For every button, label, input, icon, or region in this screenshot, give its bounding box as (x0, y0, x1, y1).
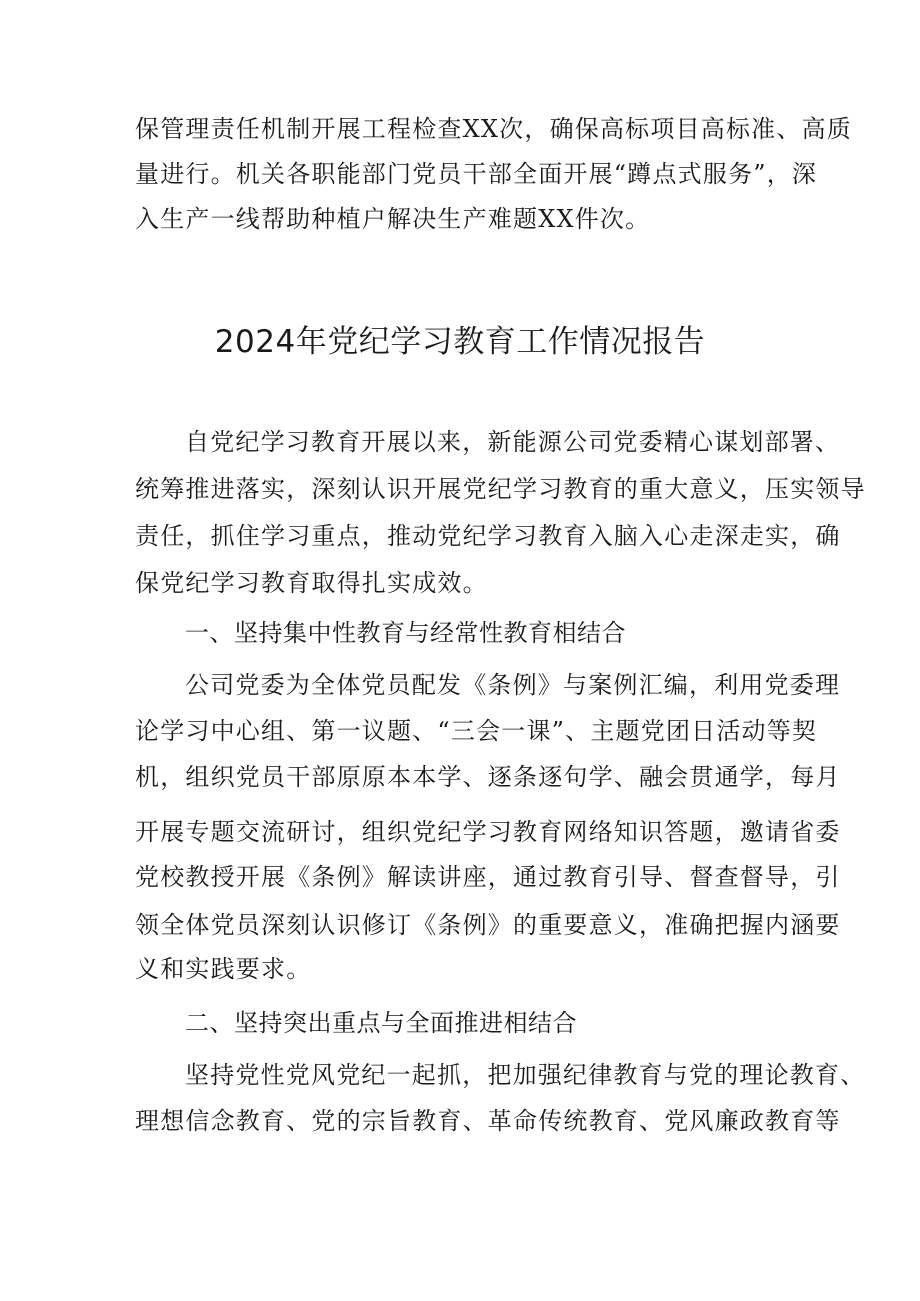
body-line: 理想信念教育、党的宗旨教育、革命传统教育、党风廉政教育等 (135, 1107, 841, 1135)
body-line: 入生产一线帮助种植户解决生产难题XX件次。 (135, 205, 651, 233)
body-line: 开展专题交流研讨，组织党纪学习教育网络知识答题，邀请省委 (135, 818, 841, 846)
body-line: 党校教授开展《条例》解读讲座，通过教育引导、督查督导，引 (135, 863, 841, 891)
body-line: 自党纪学习教育开展以来，新能源公司党委精心谋划部署、 (185, 428, 841, 456)
body-line: 量进行。机关各职能部门党员干部全面开展“蹲点式服务”，深 (135, 160, 818, 188)
body-line: 机，组织党员干部原原本本学、逐条逐句学、融会贯通学，每月 (135, 763, 841, 791)
body-line: 保党纪学习教育取得扎实成效。 (135, 569, 488, 597)
body-line: 责任，抓住学习重点，推动党纪学习教育入脑入心走深走实，确 (135, 522, 841, 550)
body-line: 领全体党员深刻认识修订《条例》的重要意义，准确把握内涵要 (135, 911, 841, 939)
body-line: 保管理责任机制开展工程检查XX次，确保高标项目高标准、高质 (135, 115, 852, 143)
body-line: 统筹推进落实，深刻认识开展党纪学习教育的重大意义，压实领导 (135, 475, 866, 503)
body-line: 坚持党性党风党纪一起抓，把加强纪律教育与党的理论教育、 (185, 1061, 866, 1089)
body-line: 义和实践要求。 (135, 955, 312, 983)
body-line: 论学习中心组、第一议题、“三会一课”、主题党团日活动等契 (135, 717, 818, 745)
section-heading: 二、坚持突出重点与全面推进相结合 (185, 1009, 577, 1037)
body-line: 公司党委为全体党员配发《条例》与案例汇编，利用党委理 (185, 671, 841, 699)
section-heading: 一、坚持集中性教育与经常性教育相结合 (185, 619, 626, 647)
document-title: 2024年党纪学习教育工作情况报告 (214, 324, 706, 360)
